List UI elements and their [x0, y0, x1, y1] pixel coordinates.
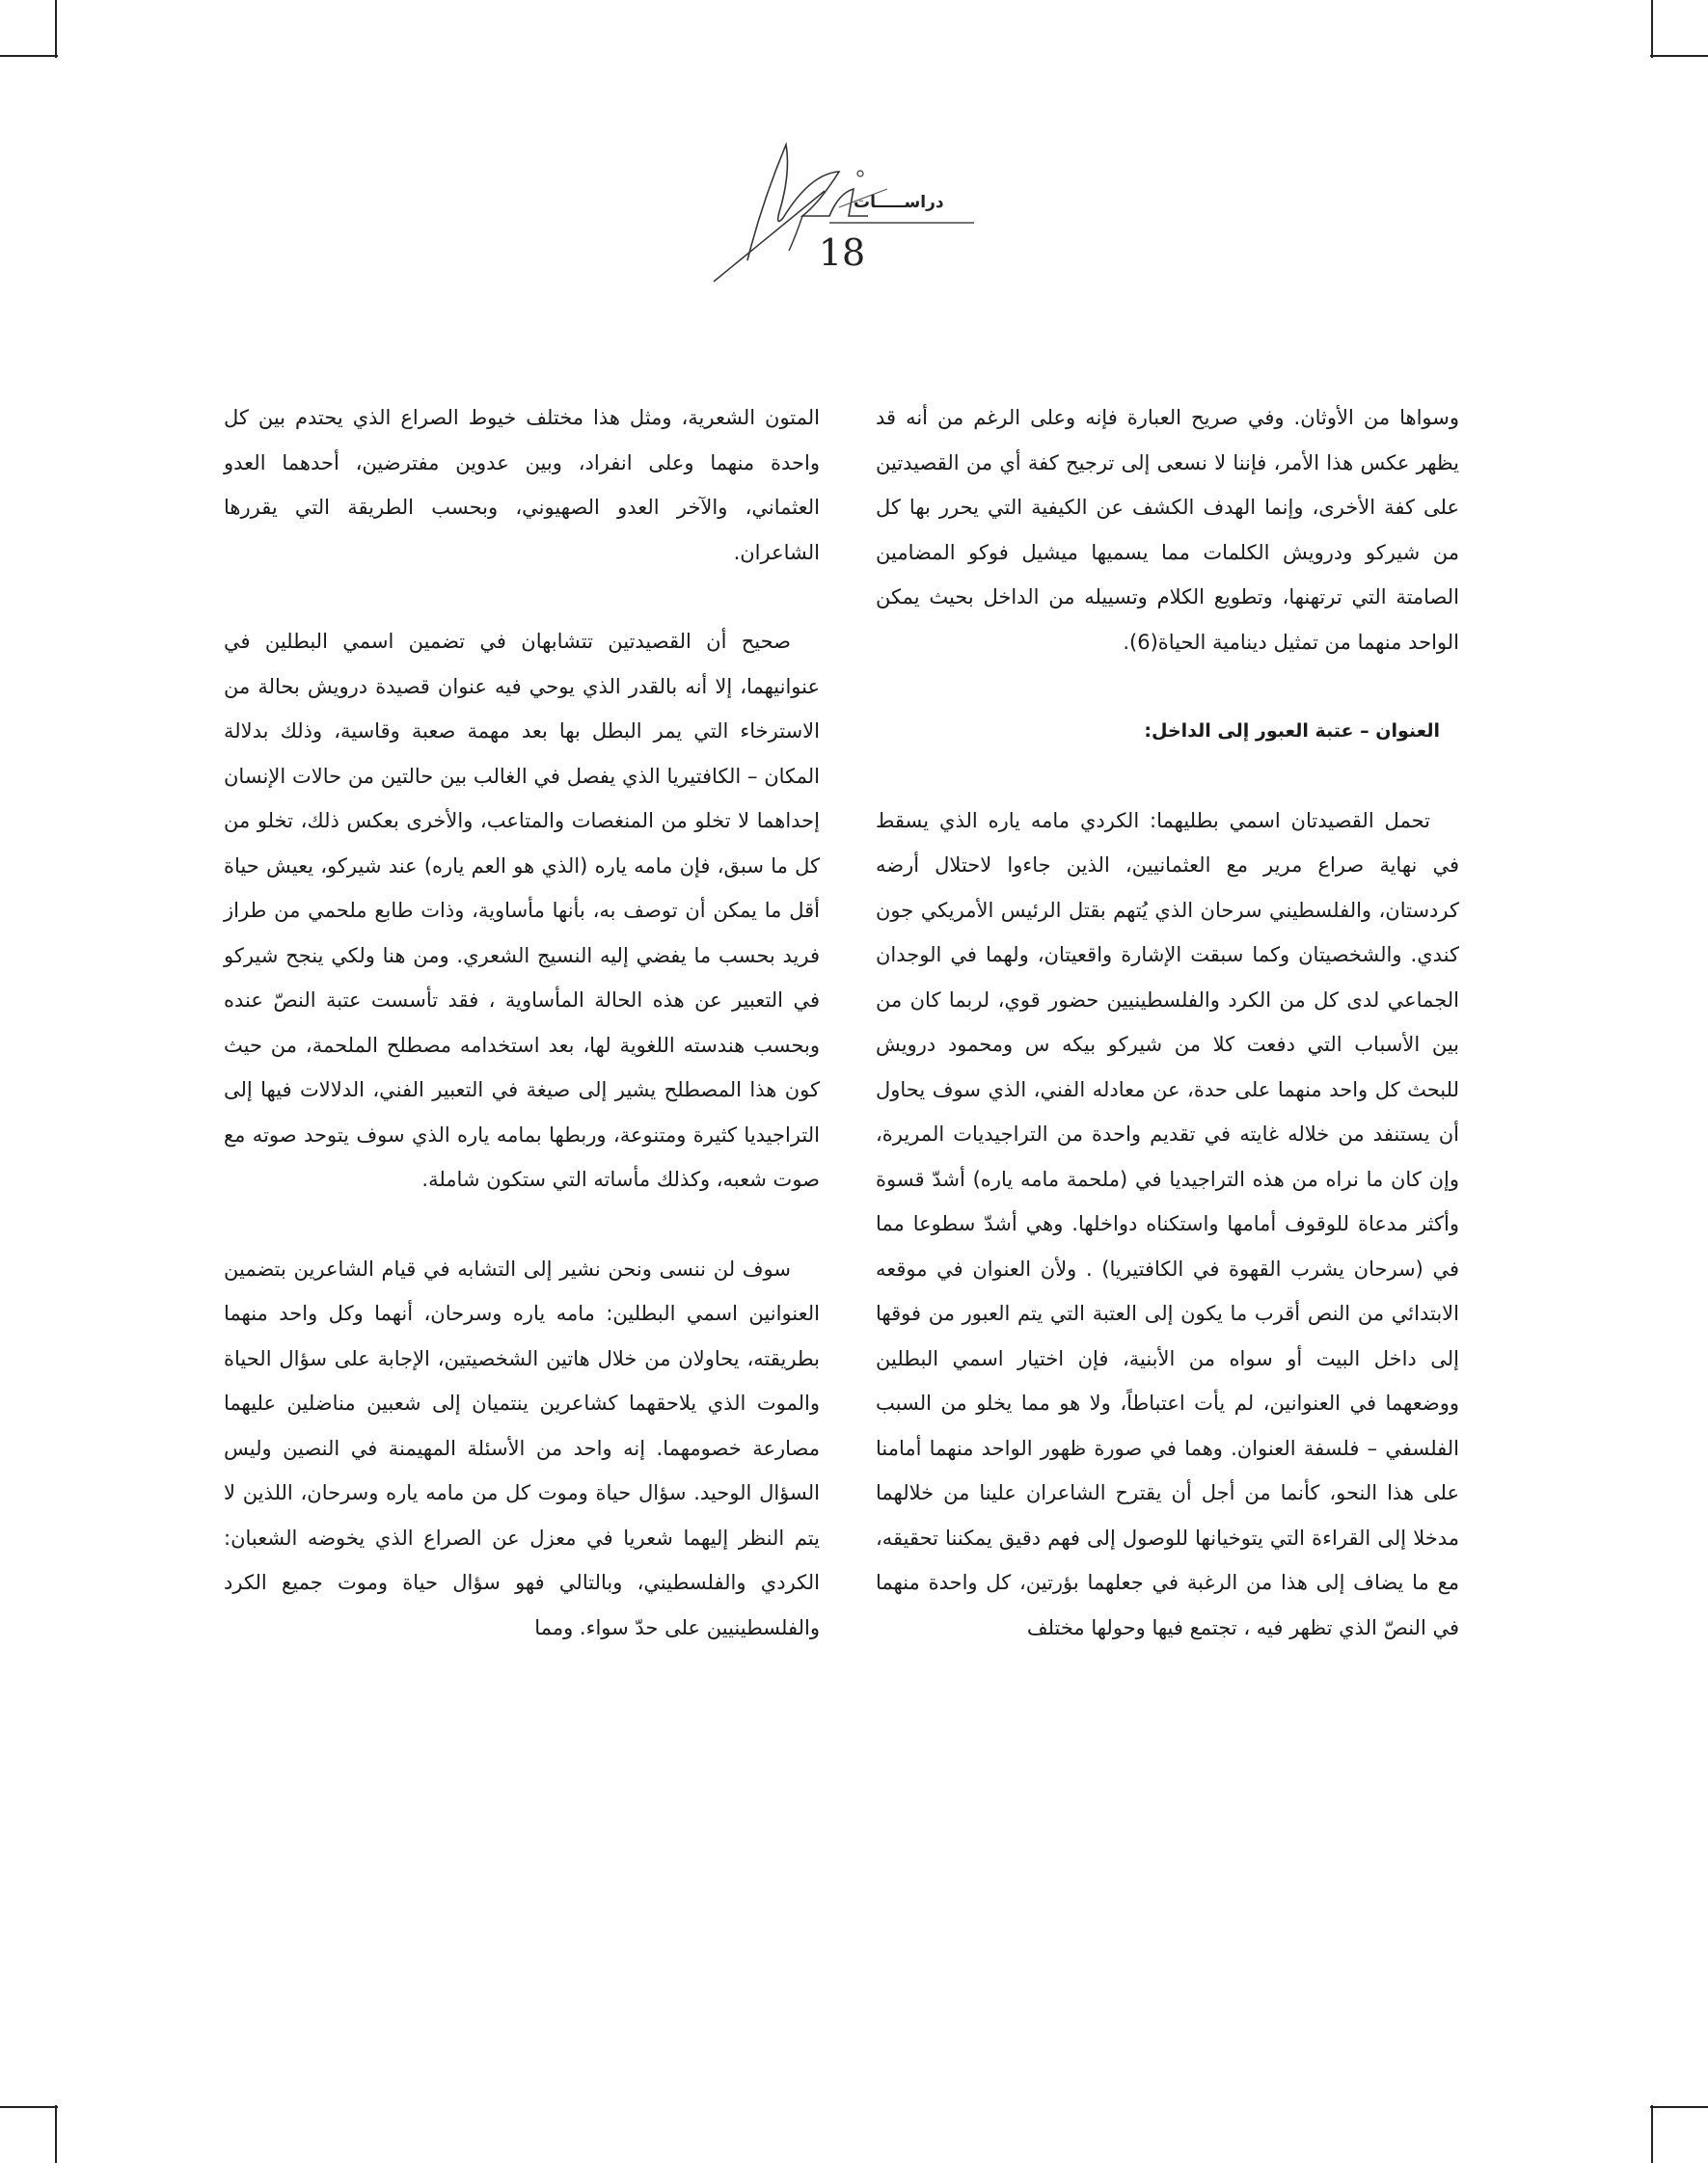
- paragraph: المتون الشعرية، ومثل هذا مختلف خيوط الصراع الذي يحتدم بين كل واحدة منهما وعلى انفراد، وبين عدوين مفترضين، أحدهما العدو العثماني، والآخر العدو الصهيوني، وبحسب الطريقة التي يقررها الشاعران.: [224, 406, 820, 564]
- section-heading: العنوان – عتبة العبور إلى الداخل:: [1144, 720, 1440, 742]
- left-column: [224, 395, 820, 1650]
- paragraph: تحمل القصيدتان اسمي بطليهما: الكردي مامه ياره الذي يسقط في نهاية صراع مرير مع العثمانيين، الذين جاءوا لاحتلال أرضه كردستان، والفلسطيني سرحان الذي يُتهم بقتل الرئيس الأمريكي جون كندي. والشخصيتان وكما سبقت الإشارة واقعيتان، ولهما في الوجدان الجماعي لدى كل من الكرد والفلسطينيين حضور قوي، لربما كان من بين الأسباب التي دفعت كلا من شيركو بيكه س ومحمود درويش للبحث كل واحد منهما على حدة، عن معادله الفني، الذي سوف يحاول أن يستنفد من خلاله غايته في تقديم واحدة من التراجيديات المريرة، وإن كان ما نراه من هذه التراجيديا في (ملحمة مامه ياره) أشدّ قسوة وأكثر مدعاة للوقوف أمامها واستكناه دواخلها. وهي أشدّ سطوعا مما في (سرحان يشرب القهوة في الكافتيريا) . ولأن العنوان في موقعه الابتدائي من النص أقرب ما يكون إلى العتبة التي يتم العبور من فوقها إلى داخل البيت أو سواه من الأبنية، فإن اختيار اسمي البطلين ووضعهما في العنوانين، لم يأت اعتباطاً، ولا هو مما يخلو من السبب الفلسفي – فلسفة العنوان. وهما في صورة ظهور الواحد منهما أمامنا على هذا النحو، كأنما من أجل أن يقترح الشاعران علينا من خلالهما مدخلا إلى القراءة التي يتوخيانها للوصول إلى فهم دقيق يمكننا تحقيقه، مع ما يضاف إلى هذا من الرغبة في جعلهما بؤرتين، كل واحدة منهما في النصّ الذي تظهر فيه ، تجتمع فيها وحولها مختلف: [876, 808, 1459, 1639]
- paragraph: وسواها من الأوثان. وفي صريح العبارة فإنه وعلى الرغم من أنه قد يظهر عكس هذا الأمر، فإننا لا نسعى إلى ترجيح كفة أي من القصيدتين على كفة الأخرى، وإنما الهدف الكشف عن الكيفية التي يحرر بها كل من شيركو ودرويش الكلمات مما يسميها ميشيل فوكو المضامين الصامتة التي ترتهنها، وتطويع الكلام وتسييله من الداخل بحيث يمكن الواحد منهما من تمثيل دينامية الحياة(6).: [876, 406, 1459, 654]
- crop-mark-bottom-left-h: [0, 2106, 58, 2108]
- section-label: دراســـــات: [854, 193, 944, 212]
- crop-mark-top-left-h: [0, 55, 58, 57]
- crop-mark-bottom-left-v: [55, 2105, 57, 2163]
- page-number: 18: [818, 231, 866, 274]
- crop-mark-top-left-v: [55, 0, 57, 58]
- crop-mark-bottom-right-h: [1650, 2106, 1708, 2108]
- crop-mark-bottom-right-v: [1651, 2105, 1653, 2163]
- paragraph: صحيح أن القصيدتين تتشابهان في تضمين اسمي البطلين في عنوانيهما، إلا أنه بالقدر الذي يوحي فيه عنوان قصيدة درويش بحالة من الاسترخاء التي يمر البطل بها بعد مهمة صعبة وقاسية، وذلك بدلالة المكان – الكافتيريا الذي يفصل في الغالب بين حالتين من حالات الإنسان إحداهما لا تخلو من المنغصات والمتاعب، والأخرى بعكس ذلك، تخلو من كل ما سبق، فإن مامه ياره (الذي هو العم ياره) عند شيركو، يعيش حياة أقل ما يمكن أن توصف به، بأنها مأساوية، وذات طابع ملحمي من طراز فريد بحسب ما يفضي إليه النسيج الشعري. ومن هنا ولكي ينجح شيركو في التعبير عن هذه الحالة المأساوية ، فقد تأسست عتبة النصّ عنده وبحسب هندسته اللغوية لها، بعد استخدامه مصطلح الملحمة، من حيث كون هذا المصطلح يشير إلى صيغة في التعبير الفني، الدلالات فيها إلى التراجيديا كثيرة ومتنوعة، وربطها بمامه ياره الذي سوف يتوحد صوته مع صوت شعبه، وكذلك مأساته التي ستكون شاملة.: [224, 630, 820, 1191]
- crop-mark-top-right-v: [1651, 0, 1653, 58]
- crop-mark-top-right-h: [1650, 55, 1708, 57]
- header-rule: [829, 221, 974, 225]
- right-column: [876, 395, 1459, 1650]
- paragraph: سوف لن ننسى ونحن نشير إلى التشابه في قيام الشاعرين بتضمين العنوانين اسمي البطلين: مامه ياره وسرحان، أنهما وكل واحد منهما بطريقته، يحاولان من خلال هاتين الشخصيتين، الإجابة على سؤال الحياة والموت الذي يلاحقهما كشاعرين ينتميان إلى شعبين مناضلين عليهما مصارعة خصومهما. إنه واحد من الأسئلة المهيمنة في النصين وليس السؤال الوحيد. سؤال حياة وموت كل من مامه ياره وسرحان، اللذين لا يتم النظر إليهما شعريا في معزل عن الصراع الذي يخوضه الشعبان: الكردي والفلسطيني، وبالتالي فهو سؤال حياة وموت جميع الكرد والفلسطينيين على حدّ سواء. ومما: [224, 1257, 820, 1639]
